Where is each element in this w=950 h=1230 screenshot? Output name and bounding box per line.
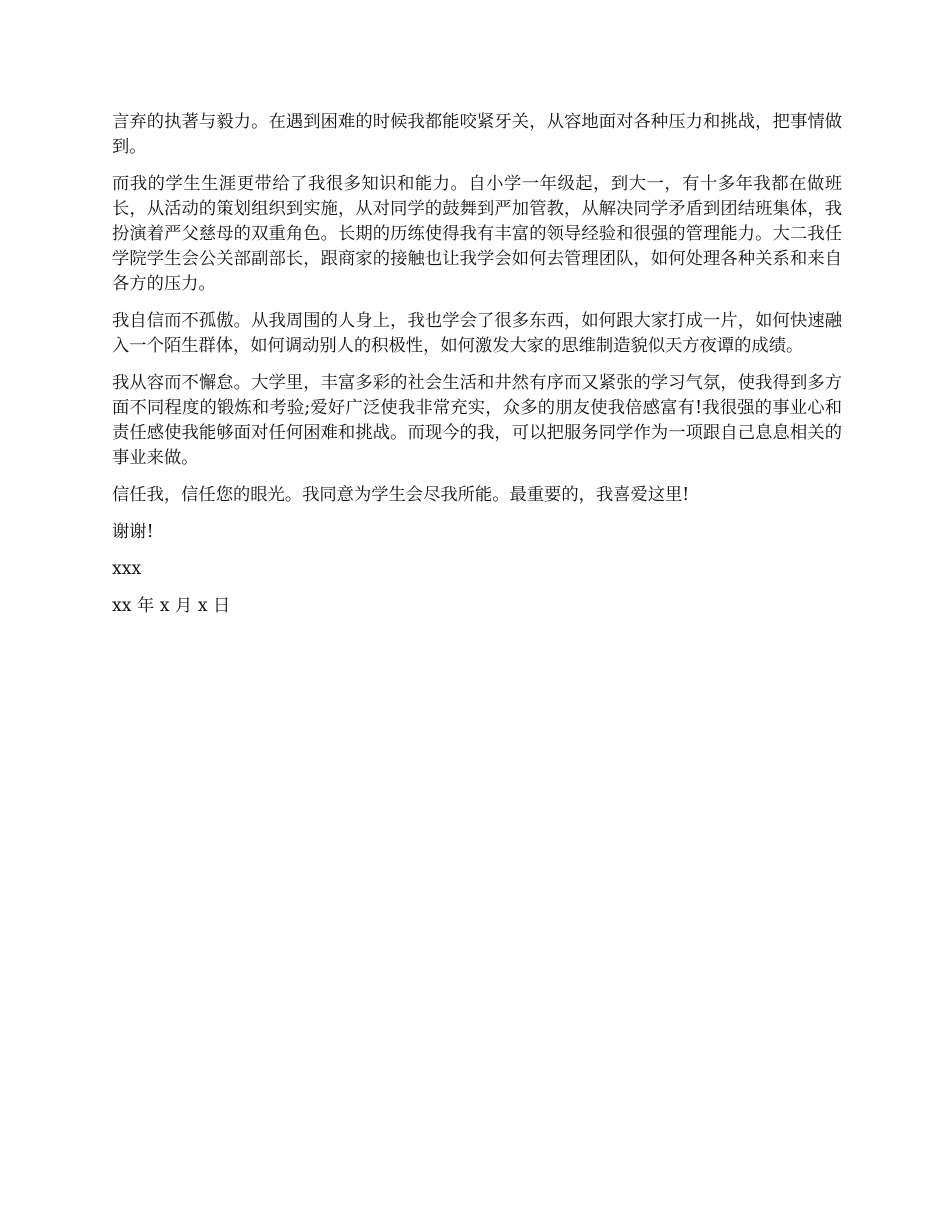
paragraph-confidence: 我自信而不孤傲。从我周围的人身上，我也学会了很多东西，如何跟大家打成一片，如何快速融入一个陌生群体，如何调动别人的积极性，如何激发大家的思维制造貌似天方夜谭的成绩。 <box>112 311 842 356</box>
document-body <box>112 110 842 631</box>
signature-name: xxx <box>112 559 142 579</box>
closing-thanks: 谢谢! <box>112 522 154 542</box>
paragraph-student-career: 而我的学生生涯更带给了我很多知识和能力。自小学一年级起，到大一，有十多年我都在做班长，从活动的策划组织到实施，从对同学的鼓舞到严加管教，从解决同学矛盾到团结班集体，我扮演着严父慈母的双重角色。长期的历练使得我有丰富的领导经验和很强的管理能力。大二我任学院学生会公关部副部长，跟商家的接触也让我学会如何去管理团队，如何处理各种关系和来自各方的压力。 <box>112 174 842 294</box>
signature-date: xx 年 x 月 x 日 <box>112 596 231 616</box>
paragraph-resilience: 言弃的执著与毅力。在遇到困难的时候我都能咬紧牙关，从容地面对各种压力和挑战，把事情做到。 <box>112 112 842 157</box>
paragraph-composure: 我从容而不懈怠。大学里，丰富多彩的社会生活和井然有序而又紧张的学习气氛，使我得到多方面不同程度的锻炼和考验;爱好广泛使我非常充实，众多的朋友使我倍感富有!我很强的事业心和责任感使我能够面对任何困难和挑战。而现今的我，可以把服务同学作为一项跟自己息息相关的事业来做。 <box>112 373 842 468</box>
paragraph-trust: 信任我，信任您的眼光。我同意为学生会尽我所能。最重要的，我喜爱这里! <box>112 485 690 505</box>
